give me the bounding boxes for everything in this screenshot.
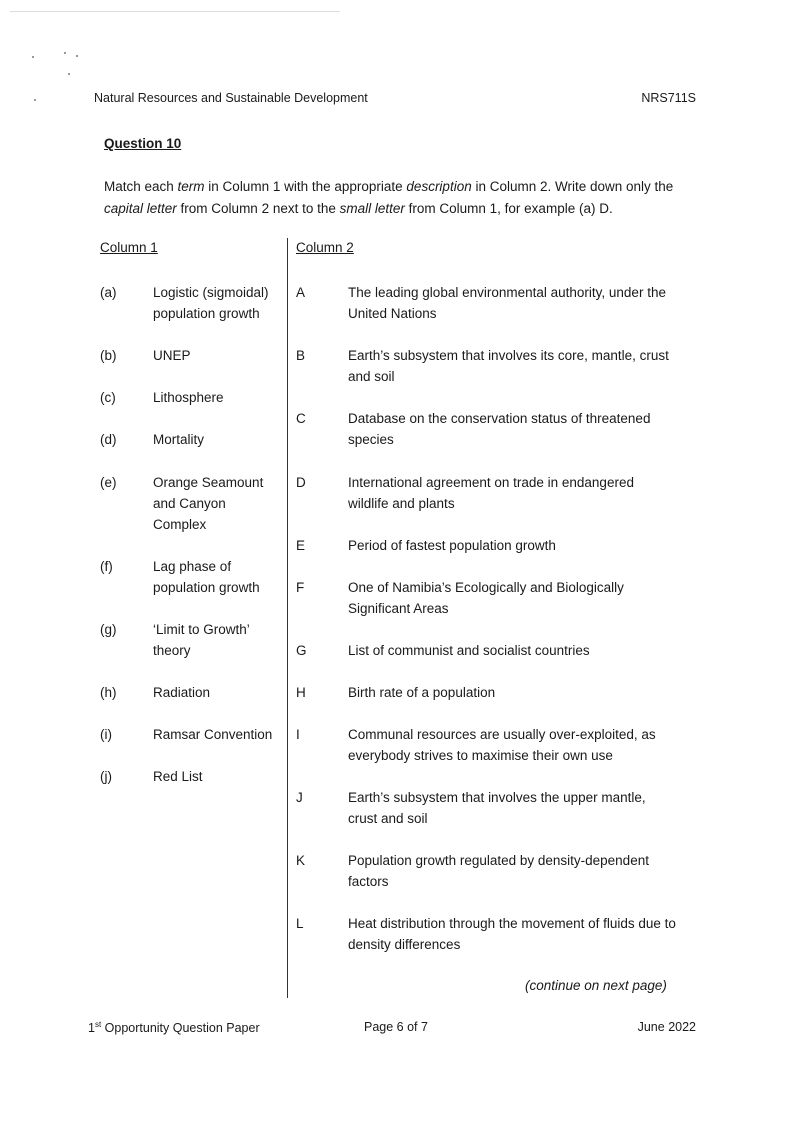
- desc-text: The leading global environmental authority, under the United Nations: [348, 285, 666, 321]
- term-text: UNEP: [153, 348, 191, 363]
- desc-text: Heat distribution through the movement of fluids due to density differences: [348, 916, 676, 952]
- term-letter: (a): [100, 285, 117, 300]
- desc-letter: C: [296, 411, 306, 426]
- term-text: Radiation: [153, 685, 211, 700]
- desc-text: One of Namibia’s Ecologically and Biologically Significant Areas: [348, 580, 624, 616]
- term-text: Red List: [153, 769, 203, 784]
- scan-dot: [68, 73, 70, 75]
- term-letter: (d): [100, 432, 117, 447]
- term-letter: (h): [100, 685, 117, 700]
- column1-heading: Column 1: [100, 240, 158, 255]
- desc-letter: J: [296, 790, 303, 805]
- desc-letter: F: [296, 580, 305, 595]
- desc-letter: L: [296, 916, 304, 931]
- desc-text: Earth’s subsystem that involves the upper mantle, crust and soil: [348, 790, 646, 826]
- column-divider: [287, 238, 288, 998]
- desc-text: International agreement on trade in endangered wildlife and plants: [348, 475, 634, 511]
- desc-text: Earth’s subsystem that involves its core, mantle, crust and soil: [348, 348, 669, 384]
- desc-letter: A: [296, 285, 306, 300]
- paper-label: 1st Opportunity Question Paper: [88, 1020, 260, 1036]
- term-letter: (e): [100, 475, 117, 490]
- scan-dot: [32, 56, 34, 58]
- term-letter: (c): [100, 390, 116, 405]
- scan-dot: [34, 99, 36, 101]
- scan-dot: [76, 55, 78, 57]
- column2-heading: Column 2: [296, 240, 354, 255]
- term-text: Lithosphere: [153, 390, 224, 405]
- term-text: ‘Limit to Growth’ theory: [153, 622, 250, 658]
- course-code: NRS711S: [641, 91, 696, 105]
- scan-artifact-top: [10, 11, 340, 12]
- scan-dot: [64, 52, 66, 54]
- desc-letter: B: [296, 348, 306, 363]
- desc-letter: K: [296, 853, 306, 868]
- term-letter: (i): [100, 727, 112, 742]
- desc-letter: H: [296, 685, 306, 700]
- term-text: Lag phase of population growth: [153, 559, 260, 595]
- term-letter: (f): [100, 559, 113, 574]
- term-letter: (g): [100, 622, 117, 637]
- term-text: Ramsar Convention: [153, 727, 273, 742]
- page-number: Page 6 of 7: [364, 1020, 428, 1034]
- desc-text: Database on the conservation status of threatened species: [348, 411, 651, 447]
- desc-text: Birth rate of a population: [348, 685, 496, 700]
- course-title: Natural Resources and Sustainable Development: [94, 91, 368, 105]
- instructions: Match each term in Column 1 with the appropriate description in Column 2. Write down only the capital letter from Column 2 next to the small letter from Column 1, for example (a) D.: [104, 179, 674, 216]
- desc-letter: E: [296, 538, 306, 553]
- desc-letter: D: [296, 475, 306, 490]
- desc-letter: G: [296, 643, 307, 658]
- term-letter: (b): [100, 348, 117, 363]
- desc-text: Population growth regulated by density-dependent factors: [348, 853, 649, 889]
- desc-letter: I: [296, 727, 300, 742]
- desc-text: Period of fastest population growth: [348, 538, 556, 553]
- term-text: Orange Seamount and Canyon Complex: [153, 475, 264, 532]
- continue-note: (continue on next page): [525, 978, 667, 993]
- term-text: Mortality: [153, 432, 205, 447]
- desc-text: List of communist and socialist countries: [348, 643, 590, 658]
- term-text: Logistic (sigmoidal) population growth: [153, 285, 269, 321]
- desc-text: Communal resources are usually over-exploited, as everybody strives to maximise their own use: [348, 727, 656, 763]
- term-letter: (j): [100, 769, 112, 784]
- question-title: Question 10: [104, 136, 182, 151]
- exam-date: June 2022: [637, 1020, 696, 1034]
